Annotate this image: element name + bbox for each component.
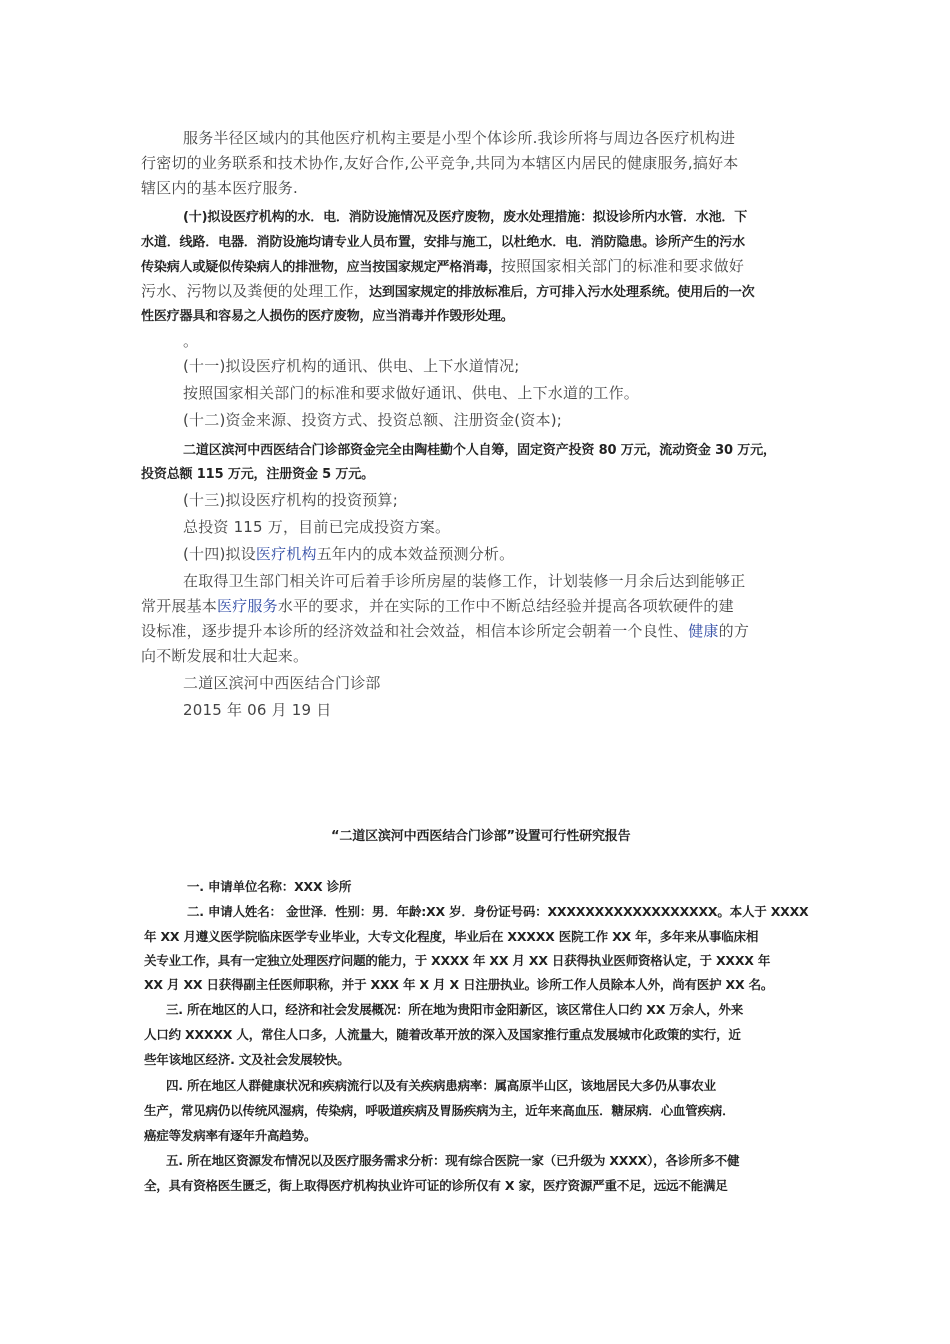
- text: 设标准，逐步提升本诊所的经济效益和社会效益，相信本诊所定会朝着一个良性、: [141, 622, 689, 640]
- list-item-line: 生产，常见病仍以传统风湿病，传染病，呼吸道疾病及胃肠疾病为主，近年来高血压．糖尿病．心血管疾病．: [144, 1103, 735, 1118]
- link-health[interactable]: 健康: [688, 622, 719, 640]
- text: (十四)拟设: [183, 545, 256, 563]
- paragraph-line: (十三)拟设医疗机构的投资预算;: [183, 491, 398, 509]
- list-item: 三. 所在地区的人口，经济和社会发展概况：所在地为贵阳市金阳新区，该区常住人口约 XX 万余人，外来: [166, 1002, 744, 1017]
- paragraph-line: 辖区内的基本医疗服务.: [141, 179, 298, 197]
- report-title: “二道区滨河中西医结合门诊部”设置可行性研究报告: [331, 829, 631, 844]
- mixed-line: [141, 620, 749, 641]
- list-item: 二. 申请人姓名： 金世泽．性别：男．年龄:XX 岁．身份证号码：XXXXXXXXXXXXXXXXXX。本人于 XXXX: [187, 904, 809, 919]
- mixed-line: [141, 280, 755, 301]
- text: 五年内的成本效益预测分析。: [316, 545, 515, 563]
- paragraph-line: 水道．线路．电器．消防设施均请专业人员布置，安排与施工，以杜绝水．电．消防隐患。诊所产生的污水: [141, 235, 745, 250]
- paragraph-line: 性医疗器具和容易之人损伤的医疗废物，应当消毒并作毁形处理。: [141, 309, 514, 324]
- list-item-line: 癌症等发病率有逐年升高趋势。: [144, 1128, 317, 1143]
- text: 常开展基本: [141, 597, 218, 615]
- link-medical-institution[interactable]: 医疗机构: [255, 545, 317, 563]
- mixed-line: [183, 543, 514, 564]
- bold-text: 传染病人或疑似传染病人的排泄物，应当按国家规定严格消毒，: [141, 260, 501, 275]
- light-text: 按照国家相关部门的标准和要求做好: [500, 257, 745, 275]
- mixed-line: [141, 595, 734, 616]
- paragraph-line: 行密切的业务联系和技术协作,友好合作,公平竞争,共同为本辖区内居民的健康服务,搞好本: [141, 154, 739, 172]
- paragraph-line: (十)拟设医疗机构的水．电．消防设施情况及医疗废物，废水处理措施：拟设诊所内水管．水池．下: [183, 210, 748, 225]
- bold-text: 达到国家规定的排放标准后，方可排入污水处理系统。使用后的一次: [369, 285, 755, 300]
- list-item: 四. 所在地区人群健康状况和疾病流行以及有关疾病患病率：属高原半山区，该地居民大多仍从事农业: [166, 1078, 716, 1093]
- paragraph-line: 服务半径区域内的其他医疗机构主要是小型个体诊所.我诊所将与周边各医疗机构进: [183, 129, 736, 147]
- paragraph-line: 二道区滨河中西医结合门诊部资金完全由陶桂勤个人自筹，固定资产投资 80 万元，流动资金 30 万元，: [183, 443, 776, 458]
- light-text: 污水、污物以及粪便的处理工作，: [141, 282, 370, 300]
- list-item-line: 些年该地区经济. 文及社会发展较快。: [144, 1052, 350, 1067]
- list-item-line: 年 XX 月遵义医学院临床医学专业毕业，大专文化程度，毕业后在 XXXXX 医院工作 XX 年，多年来从事临床相: [144, 929, 759, 944]
- paragraph-line: (十一)拟设医疗机构的通讯、供电、上下水道情况;: [183, 357, 520, 375]
- paragraph-line: 在取得卫生部门相关许可后着手诊所房屋的装修工作，计划装修一月余后达到能够正: [183, 572, 746, 590]
- link-medical-service[interactable]: 医疗服务: [217, 597, 278, 615]
- list-item: 一. 申请单位名称：XXX 诊所: [187, 879, 352, 894]
- list-item-line: XX 月 XX 日获得副主任医师职称，并于 XXX 年 X 月 X 日注册执业。诊所工作人员除本人外，尚有医护 XX 名。: [144, 977, 774, 992]
- paragraph-line: 总投资 115 万，目前已完成投资方案。: [183, 518, 451, 536]
- text: 水平的要求，并在实际的工作中不断总结经验并提高各项软硬件的建: [277, 597, 734, 615]
- list-item-line: 全，具有资格医生匮乏，街上取得医疗机构执业许可证的诊所仅有 X 家，医疗资源严重不足，远远不能满足: [144, 1178, 728, 1193]
- paragraph-line: 投资总额 115 万元，注册资金 5 万元。: [141, 467, 374, 482]
- text: 的方: [718, 622, 750, 640]
- mixed-line: [141, 255, 744, 276]
- signature: 二道区滨河中西医结合门诊部: [183, 674, 381, 692]
- list-item-line: 关专业工作，具有一定独立处理医疗问题的能力，于 XXXX 年 XX 月 XX 日获得执业医师资格认定，于 XXXX 年: [144, 953, 771, 968]
- list-item-line: 人口约 XXXXX 人，常住人口多，人流量大，随着改革开放的深入及国家推行重点发展城市化政策的实行，近: [144, 1027, 741, 1042]
- list-item: 五. 所在地区资源发布情况以及医疗服务需求分析：现有综合医院一家（已升级为 XXXX），各诊所多不健: [166, 1153, 740, 1168]
- date: 2015 年 06 月 19 日: [183, 701, 332, 719]
- paragraph-line: 按照国家相关部门的标准和要求做好通讯、供电、上下水道的工作。: [183, 384, 640, 402]
- paragraph-line: (十二)资金来源、投资方式、投资总额、注册资金(资本);: [183, 411, 563, 429]
- period-line: 。: [183, 332, 199, 350]
- paragraph-line: 向不断发展和壮大起来。: [141, 647, 309, 665]
